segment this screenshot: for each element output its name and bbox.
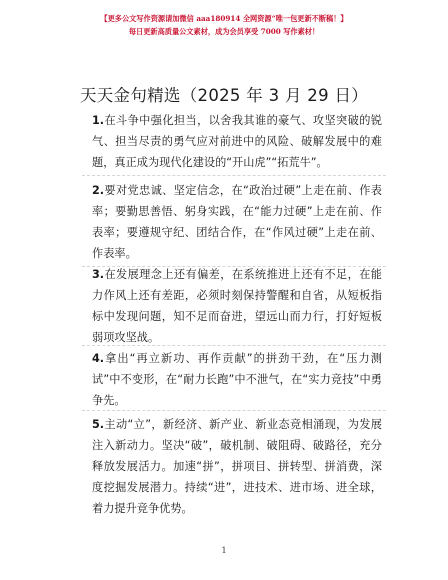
paragraph-number: 1. — [92, 114, 105, 127]
paragraph-number: 4. — [92, 352, 105, 365]
page-title: 天天金句精选（2025 年 3 月 29 日） — [79, 86, 369, 105]
promo-banner-line-1: 【更多公文写作资源请加微信 aaa180914 全网资源“唯一包更新不断稿！】 — [100, 14, 348, 23]
paragraph-1 — [92, 110, 382, 173]
paragraph-3 — [92, 264, 382, 348]
paragraph-text: 要对党忠诚、坚定信念，在“政治过硬”上走在前、作表率；要勤思善悟、躬身实践，在“能力过硬”上走在前、作表率；要遵规守纪、团结合作，在“作风过硬”上走在前、作表率。 — [92, 184, 382, 260]
paragraph-2 — [92, 180, 382, 264]
paragraph-number: 5. — [92, 418, 105, 431]
paragraph-text: 在斗争中强化担当，以舍我其谁的豪气、攻坚突破的锐气、担当尽责的勇气应对前进中的风险、破解发展中的难题，真正成为现代化建设的“开山虎”“拓荒牛”。 — [92, 114, 382, 169]
paragraph-4 — [92, 348, 382, 411]
promo-banner-line-2: 每日更新高质量公文素材，成为会员享受 7000 写作素材！ — [128, 27, 320, 36]
paragraph-text: 主动“立”，新经济、新产业、新业态竞相涌现，为发展注入新动力。坚决“破”，破机制、破阻碍、破路径，充分释放发展活力。加速“拼”，拼项目、拼转型、拼消费，深度挖掘发展潜力。持续“进”，进技术、进市场、进全球，着力提升竞争优势。 — [92, 418, 382, 515]
divider — [82, 345, 386, 347]
paragraph-number: 2. — [92, 184, 105, 197]
paragraph-text: 在发展理念上还有偏差，在系统推进上还有不足，在能力作风上还有差距，必须时刻保持警醒和自省，从短板指标中发现问题，知不足而奋进，望远山而力行，打好短板弱项攻坚战。 — [92, 268, 382, 344]
paragraph-text: 拿出“再立新功、再作贡献”的拼劲干劲，在“压力测试”中不变形，在“耐力长跑”中不泄气，在“实力竞技”中勇争先。 — [92, 352, 382, 407]
divider — [82, 410, 386, 412]
divider — [82, 175, 386, 177]
paragraph-number: 3. — [92, 268, 105, 281]
paragraph-5 — [92, 414, 382, 519]
page-number: 1 — [221, 546, 227, 555]
